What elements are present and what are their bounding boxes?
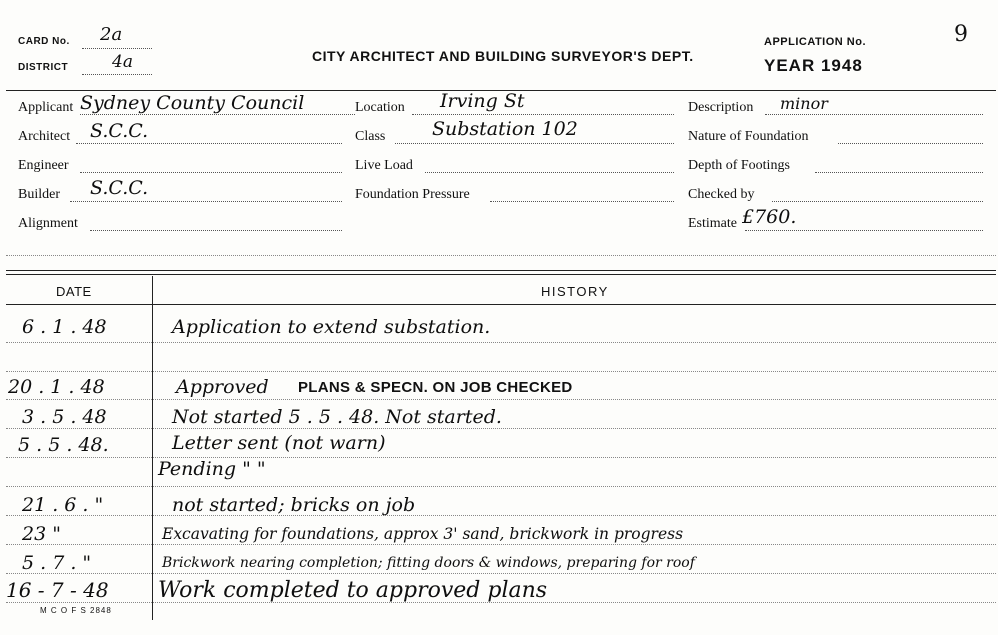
row-line xyxy=(6,428,996,429)
history-header: HISTORY xyxy=(541,284,609,299)
builder-value: S.C.C. xyxy=(90,177,149,199)
checked-line xyxy=(772,201,983,202)
row-date: 5 . 7 . " xyxy=(22,552,92,574)
dept-title: CITY ARCHITECT AND BUILDING SURVEYOR'S DEPT. xyxy=(312,48,694,64)
form-code: M C O F S 2848 xyxy=(40,606,112,615)
pressure-label: Foundation Pressure xyxy=(355,187,470,202)
card-no-line xyxy=(82,48,152,49)
column-divider xyxy=(152,276,153,620)
liveload-line xyxy=(425,172,674,173)
checked-label: Checked by xyxy=(688,187,755,202)
row-line xyxy=(6,342,996,343)
builder-label: Builder xyxy=(18,187,60,202)
row-line xyxy=(6,544,996,545)
row-line xyxy=(6,486,996,487)
engineer-label: Engineer xyxy=(18,158,69,173)
row-line xyxy=(6,573,996,574)
engineer-line xyxy=(80,172,342,173)
class-value: Substation 102 xyxy=(432,118,578,140)
district-line xyxy=(82,74,152,75)
row-date: 21 . 6 . " xyxy=(22,494,104,516)
row-line xyxy=(6,457,996,458)
row-history: Work completed to approved plans xyxy=(158,578,548,603)
description-label: Description xyxy=(688,100,754,115)
architect-value: S.C.C. xyxy=(90,120,149,142)
applicant-line xyxy=(80,114,355,115)
location-line xyxy=(412,114,674,115)
row-date: 20 . 1 . 48 xyxy=(8,376,105,398)
row-date: 16 - 7 - 48 xyxy=(6,578,109,602)
class-line xyxy=(395,143,674,144)
district-label: DISTRICT xyxy=(18,62,69,73)
nature-label: Nature of Foundation xyxy=(688,129,809,144)
approval-stamp: PLANS & SPECN. ON JOB CHECKED xyxy=(298,379,573,396)
row-line xyxy=(6,399,996,400)
year-label: YEAR 1948 xyxy=(764,56,863,75)
architect-line xyxy=(76,143,342,144)
spacer-line xyxy=(6,255,996,256)
applicant-value: Sydney County Council xyxy=(80,92,305,114)
applicant-label: Applicant xyxy=(18,100,74,115)
row-date: 23 " xyxy=(22,523,61,545)
application-label: APPLICATION No. xyxy=(764,36,867,48)
district-value: 4a xyxy=(112,52,133,72)
liveload-label: Live Load xyxy=(355,158,413,173)
card-no-label: CARD No. xyxy=(18,36,70,47)
builder-line xyxy=(70,201,342,202)
estimate-line xyxy=(745,230,983,231)
description-value: minor xyxy=(780,94,828,113)
row-history: Excavating for foundations, approx 3' sand, brickwork in progress xyxy=(162,525,684,543)
alignment-label: Alignment xyxy=(18,216,78,231)
location-label: Location xyxy=(355,100,405,115)
row-line xyxy=(6,371,996,372)
row-date: 3 . 5 . 48 xyxy=(22,406,107,428)
row-history: Letter sent (not warn) xyxy=(172,432,386,454)
pressure-line xyxy=(490,201,674,202)
table-top-rule xyxy=(6,270,996,271)
card-no-value: 2a xyxy=(100,24,123,45)
depth-label: Depth of Footings xyxy=(688,158,790,173)
nature-line xyxy=(838,143,983,144)
row-date: 6 . 1 . 48 xyxy=(22,316,107,338)
row-history: not started; bricks on job xyxy=(172,494,416,516)
architect-label: Architect xyxy=(18,129,71,144)
row-line xyxy=(6,515,996,516)
table-header-rule xyxy=(6,304,996,305)
estimate-label: Estimate xyxy=(688,216,737,231)
row-history: Not started 5 . 5 . 48. Not started. xyxy=(172,406,502,428)
row-history: Approved xyxy=(176,376,269,398)
row-date: 5 . 5 . 48. xyxy=(18,434,109,456)
depth-line xyxy=(815,172,983,173)
date-header: DATE xyxy=(56,284,92,299)
application-number: 9 xyxy=(954,22,968,47)
row-history: Pending " " xyxy=(158,458,266,480)
row-history: Application to extend substation. xyxy=(172,316,491,338)
description-line xyxy=(765,114,983,115)
table-top-rule-2 xyxy=(6,274,996,275)
row-history: Brickwork nearing completion; fitting doors & windows, preparing for roof xyxy=(162,555,695,571)
alignment-line xyxy=(90,230,342,231)
location-value: Irving St xyxy=(440,90,525,112)
estimate-value: £760. xyxy=(742,206,797,228)
class-label: Class xyxy=(355,129,386,144)
